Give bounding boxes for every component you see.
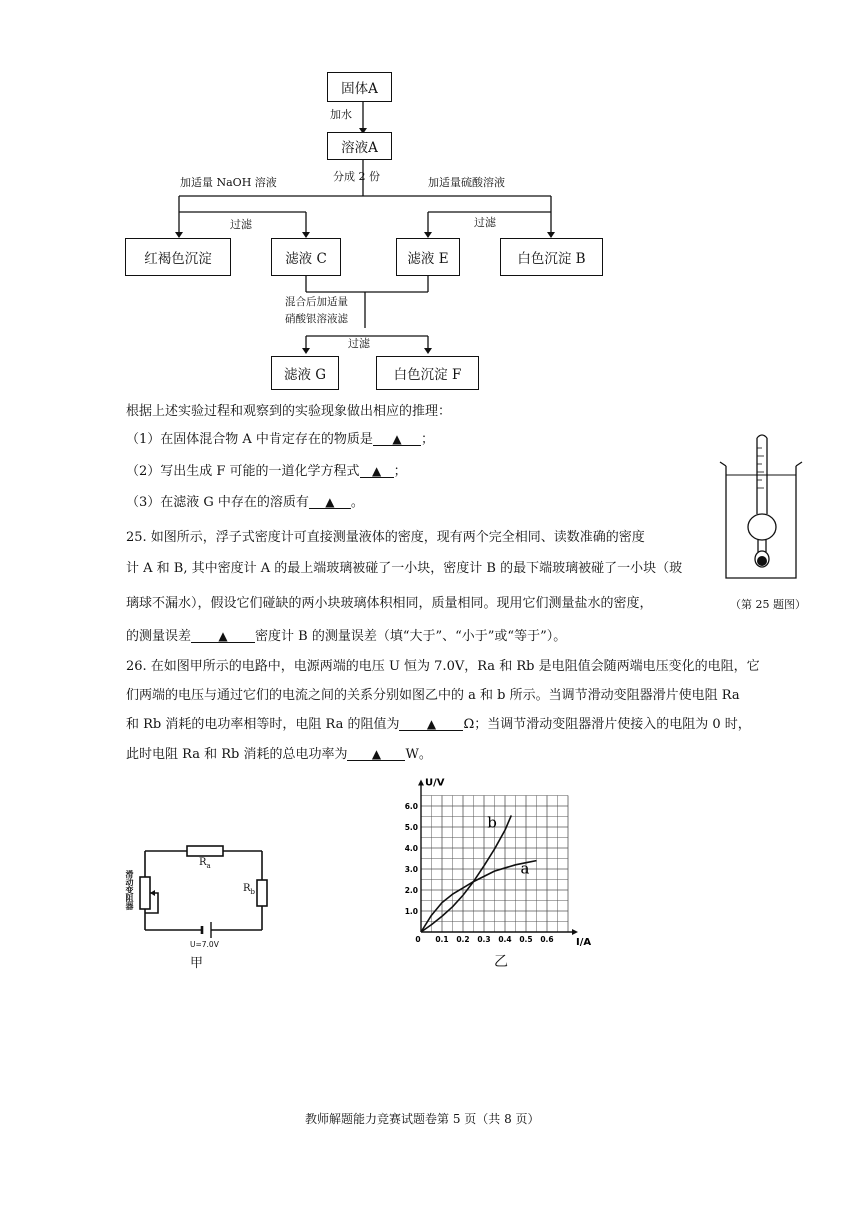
q25-line2: 计 A 和 B, 其中密度计 A 的最上端玻璃被碰了一小块，密度计 B 的最下端玻璃被碰了一小块（玻 (126, 561, 683, 576)
q24-part3-blank: ▲ (309, 496, 351, 509)
ra-sub: a (206, 862, 211, 870)
q24-part3-end: 。 (350, 495, 364, 510)
voltage-label: U=7.0V (190, 940, 219, 949)
filtrate-g-label: 滤液 G (283, 367, 327, 383)
q25-line3: 璃球不漏水），假设它们碰缺的两小块玻璃体积相同，质量相同。现用它们测量盐水的密度， (126, 596, 653, 611)
x-axis-label: I/A (576, 937, 592, 948)
chart-caption: 乙 (494, 954, 508, 970)
q26-line2: 们两端的电压与通过它们的电流之间的关系分别如图乙中的 a 和 b 所示。当调节滑动变阻器滑片使电阻 Ra (126, 688, 740, 703)
filter-right-label: 过滤 (474, 216, 496, 229)
split-label: 分成 2 份 (333, 170, 380, 183)
y-tick-label: 5.0 (404, 823, 418, 832)
q24-part3-text: （3）在滤液 G 中存在的溶质有 (126, 495, 309, 510)
solid-a-label: 固体A (341, 81, 378, 97)
x-axis-arrow (572, 929, 578, 935)
left-reagent-label: 加适量 NaOH 溶液 (180, 176, 277, 189)
page-footer: 教师解题能力竞赛试题卷第 5 页（共 8 页） (305, 1112, 540, 1126)
red-brown-label: 红褐色沉淀 (144, 251, 212, 267)
x-tick-label: 0.2 (456, 935, 470, 944)
q25-figure-caption: （第 25 题图） (730, 598, 806, 611)
q26-blank2: ▲ (347, 748, 405, 761)
q25-line1: 25. 如图所示，浮子式密度计可直接测量液体的密度，现有两个完全相同、读数准确的密度 (126, 530, 645, 545)
x-tick-label: 0.6 (540, 935, 554, 944)
q24-part2-text: （2）写出生成 F 可能的一道化学方程式 (126, 464, 360, 479)
q26-line3-unit: Ω (463, 717, 475, 732)
circuit-caption: 甲 (190, 956, 204, 971)
q26-line4-pre: 此时电阻 Ra 和 Rb 消耗的总电功率为 (126, 747, 348, 762)
y-tick-label: 2.0 (404, 886, 418, 895)
q24-part1-end: ； (420, 432, 434, 447)
filter-left-label: 过滤 (230, 218, 252, 231)
ra-r: R (199, 857, 207, 868)
series-b-line (421, 815, 511, 932)
q26-blank1: ▲ (399, 718, 463, 731)
series-a-label: a (520, 859, 530, 878)
right-reagent-label: 加适量硫酸溶液 (428, 176, 505, 189)
q26-line4-post: W。 (405, 747, 432, 762)
white-f-label: 白色沉淀 F (393, 367, 462, 383)
q24-intro: 根据上述实验过程和观察到的实验现象做出相应的推理： (126, 404, 452, 419)
mix-line1-label: 混合后加适量 (285, 296, 348, 308)
filtrate-e-label: 滤液 E (407, 251, 449, 267)
x-tick-label: 0.3 (477, 935, 491, 944)
x-tick-label: 0.1 (435, 935, 449, 944)
q26-line3-post: ；当调节滑动变阻器滑片使接入的电阻为 0 时， (474, 717, 751, 732)
q24-part2-end: ； (393, 464, 407, 479)
y-tick-label: 3.0 (404, 865, 418, 874)
x-tick-label: 0 (415, 935, 421, 944)
q26-line3-pre: 和 Rb 消耗的电功率相等时，电阻 Ra 的阻值为 (126, 717, 400, 732)
q25-line4-post: 密度计 B 的测量误差（填“大于”、“小于”或“等于”）。 (255, 629, 567, 644)
y-tick-label: 6.0 (404, 802, 418, 811)
filtrate-c-label: 滤液 C (285, 251, 327, 267)
rb-sub: b (250, 888, 256, 896)
rheostat-label: 滑动变阻器 (125, 870, 134, 910)
q24-part1-blank: ▲ (373, 433, 421, 446)
q25-blank: ▲ (191, 630, 255, 643)
solution-a-label: 溶液A (341, 140, 378, 156)
y-axis-label: U/V (425, 777, 445, 789)
q24-part1-text: （1）在固体混合物 A 中肯定存在的物质是 (126, 432, 373, 447)
q26-line1: 26. 在如图甲所示的电路中，电源两端的电压 U 恒为 7.0V，Ra 和 Rb 是电阻值会随两端电压变化的电阻，它 (126, 659, 760, 674)
filter-bottom-label: 过滤 (348, 337, 370, 350)
white-b-label: 白色沉淀 B (517, 251, 586, 267)
q24-part2-blank: ▲ (360, 465, 394, 478)
y-axis-arrow (418, 780, 424, 786)
q25-line4-pre: 的测量误差 (126, 629, 192, 644)
rb-r: R (243, 883, 251, 894)
mix-line2-label: 硝酸银溶液滤 (285, 313, 348, 325)
x-tick-label: 0.5 (519, 935, 533, 944)
add-water-label: 加水 (330, 108, 352, 121)
series-b-label: b (487, 813, 497, 832)
y-tick-label: 1.0 (404, 907, 418, 916)
x-tick-label: 0.4 (498, 935, 512, 944)
y-tick-label: 4.0 (404, 844, 418, 853)
